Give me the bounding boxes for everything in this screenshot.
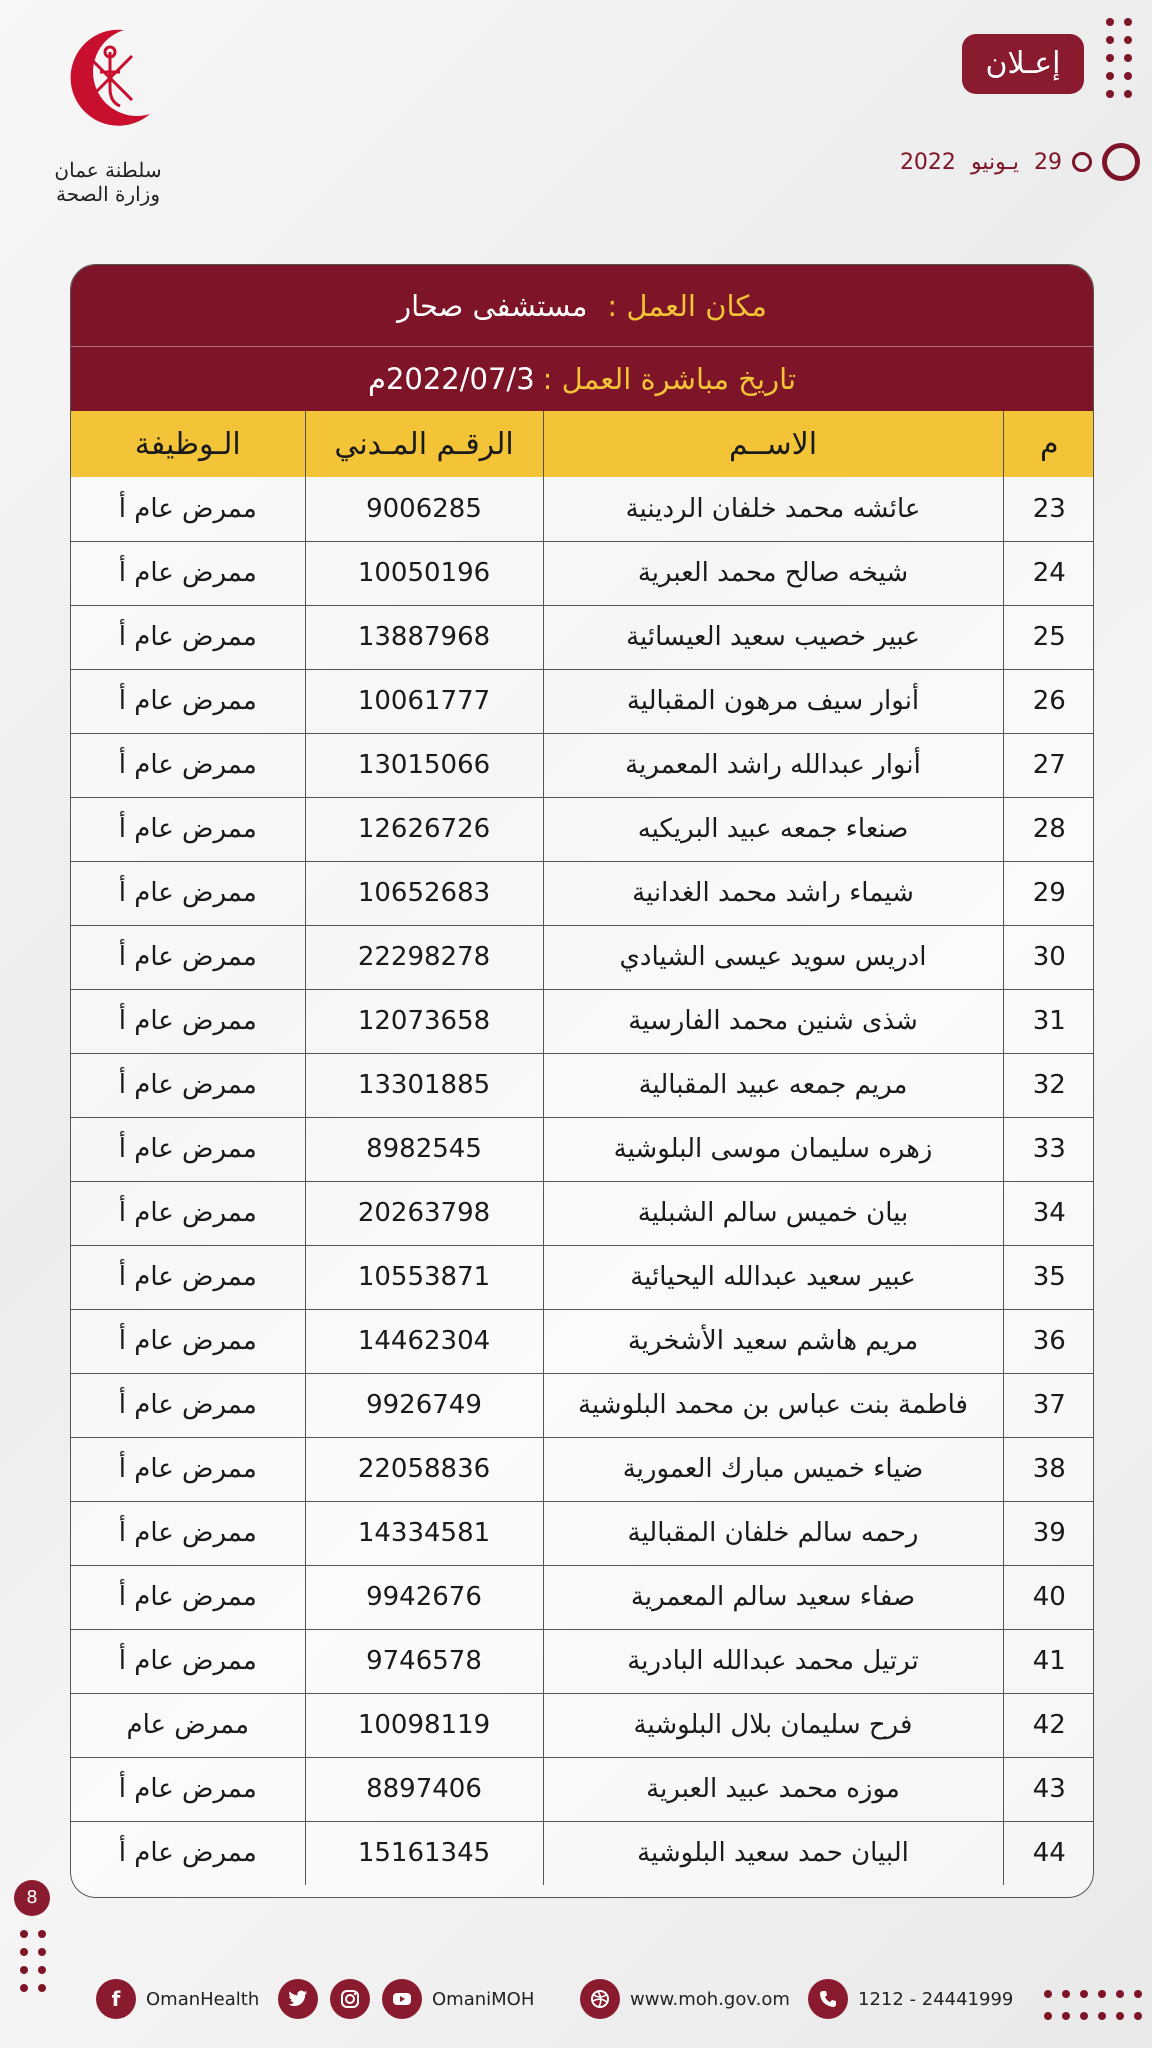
row-job: ممرض عام أ	[71, 1373, 305, 1437]
decorative-dots-top	[1106, 18, 1132, 98]
row-number: 39	[1003, 1501, 1094, 1565]
row-name: ترتيل محمد عبدالله البادرية	[543, 1629, 1003, 1693]
globe-icon	[580, 1979, 620, 2019]
row-name: البيان حمد سعيد البلوشية	[543, 1821, 1003, 1885]
row-name: صنعاء جمعه عبيد البريكيه	[543, 797, 1003, 861]
announcement-card	[70, 264, 1094, 1898]
row-civil-id: 22058836	[305, 1437, 543, 1501]
row-job: ممرض عام أ	[71, 861, 305, 925]
row-name: شيخه صالح محمد العبرية	[543, 541, 1003, 605]
table-row	[71, 989, 1094, 1053]
facebook-icon: f	[96, 1979, 136, 2019]
small-ring-icon	[1072, 152, 1092, 172]
employees-table	[71, 411, 1094, 1885]
row-number: 34	[1003, 1181, 1094, 1245]
row-job: ممرض عام أ	[71, 733, 305, 797]
website-text: www.moh.gov.om	[630, 1988, 790, 2010]
table-row	[71, 1181, 1094, 1245]
row-job: ممرض عام أ	[71, 605, 305, 669]
workplace-bar	[71, 265, 1093, 347]
table-row	[71, 669, 1094, 733]
twitter-link[interactable]	[278, 1974, 318, 2024]
row-name: عائشه محمد خلفان الردينية	[543, 477, 1003, 541]
moh-logo	[28, 22, 188, 206]
row-civil-id: 20263798	[305, 1181, 543, 1245]
phone-icon	[808, 1979, 848, 2019]
start-date-bar	[71, 347, 1093, 411]
row-civil-id: 9006285	[305, 477, 543, 541]
row-number: 43	[1003, 1757, 1094, 1821]
table-row	[71, 733, 1094, 797]
row-civil-id: 10050196	[305, 541, 543, 605]
row-civil-id: 14334581	[305, 1501, 543, 1565]
row-civil-id: 12073658	[305, 989, 543, 1053]
row-number: 25	[1003, 605, 1094, 669]
row-name: أنوار عبدالله راشد المعمرية	[543, 733, 1003, 797]
row-number: 23	[1003, 477, 1094, 541]
row-civil-id: 8982545	[305, 1117, 543, 1181]
row-name: شيماء راشد محمد الغدانية	[543, 861, 1003, 925]
workplace-label: مكان العمل :	[607, 288, 767, 323]
row-civil-id: 10061777	[305, 669, 543, 733]
row-number: 33	[1003, 1117, 1094, 1181]
row-number: 42	[1003, 1693, 1094, 1757]
start-date-value: 2022/07/3م	[367, 362, 535, 396]
table-row	[71, 1629, 1094, 1693]
logo-text-line1: سلطنة عمان	[54, 158, 162, 182]
facebook-handle: OmanHealth	[146, 1988, 260, 2010]
table-row	[71, 1501, 1094, 1565]
row-number: 31	[1003, 989, 1094, 1053]
row-job: ممرض عام أ	[118, 493, 257, 524]
row-name: صفاء سعيد سالم المعمرية	[543, 1565, 1003, 1629]
row-name: فاطمة بنت عباس بن محمد البلوشية	[543, 1373, 1003, 1437]
row-civil-id: 13301885	[305, 1053, 543, 1117]
table-row	[71, 1373, 1094, 1437]
table-row	[71, 1053, 1094, 1117]
decorative-dots-bottom-right	[1044, 1990, 1142, 2020]
row-job: ممرض عام أ	[71, 1053, 305, 1117]
khanjar-emblem-icon	[54, 22, 166, 134]
row-number: 36	[1003, 1309, 1094, 1373]
header-civil-id: الرقـم المـدني	[305, 411, 543, 477]
row-number: 37	[1003, 1373, 1094, 1437]
row-number: 40	[1003, 1565, 1094, 1629]
footer	[0, 1974, 1152, 2024]
table-row	[71, 1693, 1094, 1757]
table-row	[71, 861, 1094, 925]
row-job: ممرض عام أ	[71, 1629, 305, 1693]
header-number: م	[1003, 411, 1094, 477]
twitter-icon	[278, 1979, 318, 2019]
row-job: ممرض عام أ	[71, 1181, 305, 1245]
row-name: مريم جمعه عبيد المقبالية	[543, 1053, 1003, 1117]
announcement-date	[892, 150, 1062, 175]
header-job: الـوظيفة	[71, 411, 305, 477]
row-job: ممرض عام أ	[71, 797, 305, 861]
row-job: ممرض عام أ	[71, 989, 305, 1053]
table-row	[71, 797, 1094, 861]
row-job: ممرض عام أ	[71, 1565, 305, 1629]
row-name: موزه محمد عبيد العبرية	[543, 1757, 1003, 1821]
row-civil-id: 9926749	[305, 1373, 543, 1437]
phone-link[interactable]	[808, 1974, 1013, 2024]
row-civil-id: 10098119	[305, 1693, 543, 1757]
row-name: عبير سعيد عبدالله اليحيائية	[543, 1245, 1003, 1309]
youtube-icon	[382, 1979, 422, 2019]
row-civil-id: 13015066	[305, 733, 543, 797]
instagram-icon	[330, 1979, 370, 2019]
row-name: عبير خصيب سعيد العيسائية	[543, 605, 1003, 669]
date-row	[860, 140, 1140, 184]
row-civil-id: 9746578	[305, 1629, 543, 1693]
table-row	[71, 1309, 1094, 1373]
social-handle: OmaniMOH	[432, 1988, 535, 2010]
instagram-link[interactable]	[330, 1974, 370, 2024]
youtube-link[interactable]	[382, 1974, 534, 2024]
table-row	[71, 1245, 1094, 1309]
row-civil-id: 10553871	[305, 1245, 543, 1309]
row-name: ادريس سويد عيسى الشيادي	[543, 925, 1003, 989]
row-name: زهره سليمان موسى البلوشية	[543, 1117, 1003, 1181]
announcement-badge: إعـلان	[962, 34, 1084, 94]
date-year: 2022	[899, 149, 956, 175]
row-job: ممرض عام أ	[71, 1437, 305, 1501]
row-job: ممرض عام	[71, 1693, 305, 1757]
table-row	[71, 605, 1094, 669]
header-name: الاســم	[543, 411, 1003, 477]
row-civil-id: 9942676	[305, 1565, 543, 1629]
phone-number: 1212 - 24441999	[858, 1988, 1014, 2010]
row-civil-id: 10652683	[305, 861, 543, 925]
workplace-value: مستشفى صحار	[397, 288, 588, 323]
row-job: ممرض عام أ	[71, 1821, 305, 1885]
table-row	[71, 1117, 1094, 1181]
row-number: 26	[1003, 669, 1094, 733]
row-name: شذى شنين محمد الفارسية	[543, 989, 1003, 1053]
row-job: ممرض عام أ	[71, 1245, 305, 1309]
table-row	[71, 925, 1094, 989]
row-name: ضياء خميس مبارك العمورية	[543, 1437, 1003, 1501]
row-number: 32	[1003, 1053, 1094, 1117]
row-civil-id: 14462304	[305, 1309, 543, 1373]
row-job: ممرض عام أ	[71, 1309, 305, 1373]
facebook-link[interactable]	[96, 1974, 259, 2024]
row-number: 44	[1003, 1821, 1094, 1885]
date-month: يـونيو	[970, 149, 1019, 175]
row-civil-id: 12626726	[305, 797, 543, 861]
table-row	[71, 541, 1094, 605]
row-name: رحمه سالم خلفان المقبالية	[543, 1501, 1003, 1565]
table-row	[71, 1437, 1094, 1501]
start-date-label: تاريخ مباشرة العمل :	[542, 362, 797, 396]
row-number: 35	[1003, 1245, 1094, 1309]
row-job: ممرض عام أ	[71, 1501, 305, 1565]
row-name: فرح سليمان بلال البلوشية	[543, 1693, 1003, 1757]
row-job: ممرض عام أ	[71, 1757, 305, 1821]
row-name: أنوار سيف مرهون المقبالية	[543, 669, 1003, 733]
table-row	[71, 477, 1094, 541]
date-day: 29	[1034, 149, 1062, 175]
row-number: 38	[1003, 1437, 1094, 1501]
logo-text-line2: وزارة الصحة	[56, 182, 160, 206]
row-name: بيان خميس سالم الشبلية	[543, 1181, 1003, 1245]
row-job: ممرض عام أ	[71, 925, 305, 989]
table-header-row	[71, 411, 1094, 477]
row-number: 28	[1003, 797, 1094, 861]
row-civil-id: 22298278	[305, 925, 543, 989]
row-job: ممرض عام أ	[71, 541, 305, 605]
row-number: 41	[1003, 1629, 1094, 1693]
page-number: 8	[14, 1880, 50, 1916]
table-row	[71, 1821, 1094, 1885]
row-number: 29	[1003, 861, 1094, 925]
row-civil-id: 13887968	[305, 605, 543, 669]
row-job: ممرض عام أ	[71, 1117, 305, 1181]
ring-icon	[1102, 143, 1140, 181]
table-row	[71, 1565, 1094, 1629]
table-row	[71, 1757, 1094, 1821]
website-link[interactable]	[580, 1974, 790, 2024]
row-job: ممرض عام أ	[71, 669, 305, 733]
row-name: مريم هاشم سعيد الأشخرية	[543, 1309, 1003, 1373]
row-civil-id: 8897406	[305, 1757, 543, 1821]
logo-text	[28, 158, 188, 206]
row-number: 24	[1003, 541, 1094, 605]
row-number: 30	[1003, 925, 1094, 989]
row-civil-id: 15161345	[305, 1821, 543, 1885]
row-number: 27	[1003, 733, 1094, 797]
